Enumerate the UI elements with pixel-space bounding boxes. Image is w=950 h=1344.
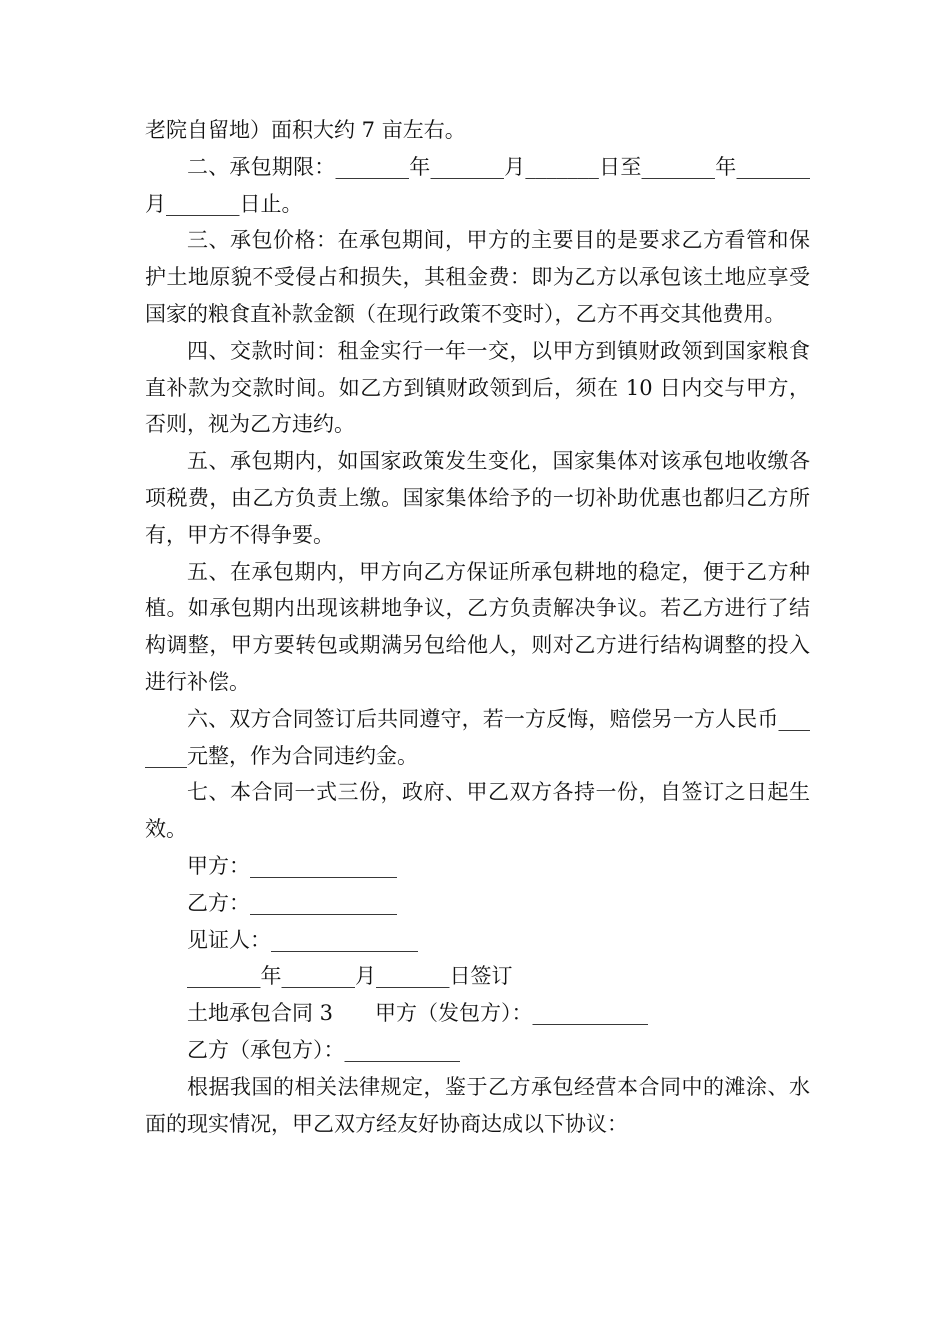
paragraph-policy-change: 五、承包期内，如国家政策发生变化，国家集体对该承包地收缴各项税费，由乙方负责上缴。国家集体给予的一切补助优惠也都归乙方所有，甲方不得争要。 xyxy=(145,449,810,547)
document-page xyxy=(145,112,810,1142)
paragraph-contract-3-preamble: 根据我国的相关法律规定，鉴于乙方承包经营本合同中的滩涂、水面的现实情况，甲乙双方经友好协商达成以下协议： xyxy=(145,1074,810,1136)
signature-date: _______年_______月_______日签订 xyxy=(187,964,513,989)
signature-witness: 见证人：______________ xyxy=(187,927,418,952)
paragraph-land-stability: 五、在承包期内，甲方向乙方保证所承包耕地的稳定，便于乙方种植。如承包期内出现该耕地争议，乙方负责解决争议。若乙方进行了结构调整，甲方要转包或期满另包给他人，则对乙方进行结构调整的投入进行补偿。 xyxy=(145,559,810,694)
contract-3-party-b: 乙方（承包方）：___________ xyxy=(187,1037,460,1062)
paragraph-breach-penalty: 六、双方合同签订后共同遵守，若一方反悔，赔偿另一方人民币_______元整，作为合同违约金。 xyxy=(145,706,810,768)
signature-party-b: 乙方：______________ xyxy=(187,890,397,915)
contract-3-party-a: 土地承包合同 3 甲方（发包方）：___________ xyxy=(187,1001,649,1026)
paragraph-contract-price: 三、承包价格：在承包期间，甲方的主要目的是要求乙方看管和保护土地原貌不受侵占和损失，其租金费：即为乙方以承包该土地应享受国家的粮食直补款金额（在现行政策不变时），乙方不再交其他费用。 xyxy=(145,228,810,326)
paragraph-contract-term: 二、承包期限：_______年_______月_______日至_______年_______月_______日止。 xyxy=(145,154,810,216)
paragraph-land-area: 老院自留地）面积大约 7 亩左右。 xyxy=(145,118,466,142)
paragraph-payment-time: 四、交款时间：租金实行一年一交，以甲方到镇财政领到国家粮食直补款为交款时间。如乙方到镇财政领到后，须在 10 日内交与甲方，否则，视为乙方违约。 xyxy=(145,338,810,437)
signature-party-a: 甲方：______________ xyxy=(187,853,397,878)
paragraph-copies-effective: 七、本合同一式三份，政府、甲乙双方各持一份，自签订之日起生效。 xyxy=(145,780,810,842)
